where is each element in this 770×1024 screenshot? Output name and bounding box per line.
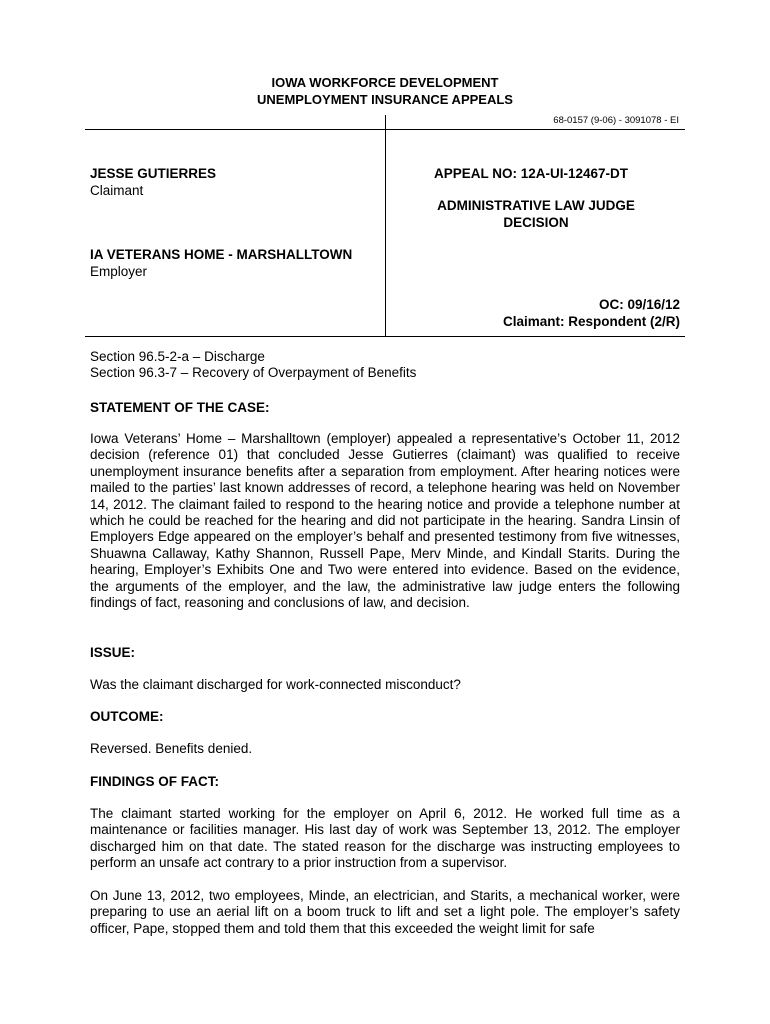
employer-name: IA VETERANS HOME - MARSHALLTOWN [90,247,353,262]
decision-title-line2: DECISION [503,215,569,230]
code-sections [90,349,680,382]
claimant-label: Claimant [90,183,144,198]
caption-bottom-rule [85,336,685,337]
agency-division: UNEMPLOYMENT INSURANCE APPEALS [257,92,513,107]
statement-text: Iowa Veterans’ Home – Marshalltown (employer) appealed a representative’s October 11, 2012 decision (reference 01) that concluded Jesse Gutierres (claimant) was qualified to receive unemployment insurance benefits after a separation from employment. After hearing notices were mailed to the parties’ last known addresses of record, a telephone hearing was held on November 14, 2012. The claimant failed to respond to the hearing notice and provide a telephone number at which he could be reached for the hearing and did not participate in the hearing. Sandra Linsin of Employers Edge appeared on the employer’s behalf and presented testimony from five witnesses, Shuawna Callaway, Kathy Shannon, Russell Pape, Merv Minde, and Kindall Starits. During the hearing, Employer’s Exhibits One and Two were entered into evidence. Based on the evidence, the arguments of the employer, and the law, the administrative law judge enters the following findings of fact, reasoning and conclusions of law, and decision. [90,431,680,611]
employer-block [90,246,352,280]
findings-paragraph-2: On June 13, 2012, two employees, Minde, an electrician, and Starits, a mechanical worker, were preparing to use an aerial lift on a boom truck to lift and set a light pole. The employer’s safety officer, Pape, stopped them and told them that this exceeded the weight limit for safe [90,888,680,936]
oc-block [503,296,680,330]
employer-label: Employer [90,264,148,279]
agency-header [0,74,770,108]
outcome-heading: OUTCOME: [90,709,164,724]
decision-title-line1: ADMINISTRATIVE LAW JUDGE [437,198,635,213]
claimant-status: Claimant: Respondent (2/R) [502,314,680,329]
agency-name: IOWA WORKFORCE DEVELOPMENT [271,75,499,90]
statement-heading: STATEMENT OF THE CASE: [90,400,270,415]
caption-divider [385,115,386,336]
issue-text: Was the claimant discharged for work-connected misconduct? [90,677,461,692]
outcome-text: Reversed. Benefits denied. [90,741,253,756]
form-number: 68-0157 (9-06) - 3091078 - EI [553,115,679,126]
claimant-name: JESSE GUTIERRES [90,166,217,181]
code-section-discharge: Section 96.5-2-a – Discharge [90,349,265,364]
decision-title [434,197,638,231]
claimant-block [90,165,216,199]
findings-heading: FINDINGS OF FACT: [90,774,219,789]
appeal-number: APPEAL NO: 12A-UI-12467-DT [434,166,629,181]
issue-heading: ISSUE: [90,645,136,660]
oc-date: OC: 09/16/12 [598,297,680,312]
findings-paragraph-1: The claimant started working for the employer on April 6, 2012. He worked full time as a maintenance or facilities manager. His last day of work was September 13, 2012. The employer discharged him on that date. The stated reason for the discharge was instructing employees to perform an unsafe act contrary to a prior instruction from a supervisor. [90,806,680,871]
code-section-overpayment: Section 96.3-7 – Recovery of Overpayment of Benefits [90,365,417,381]
